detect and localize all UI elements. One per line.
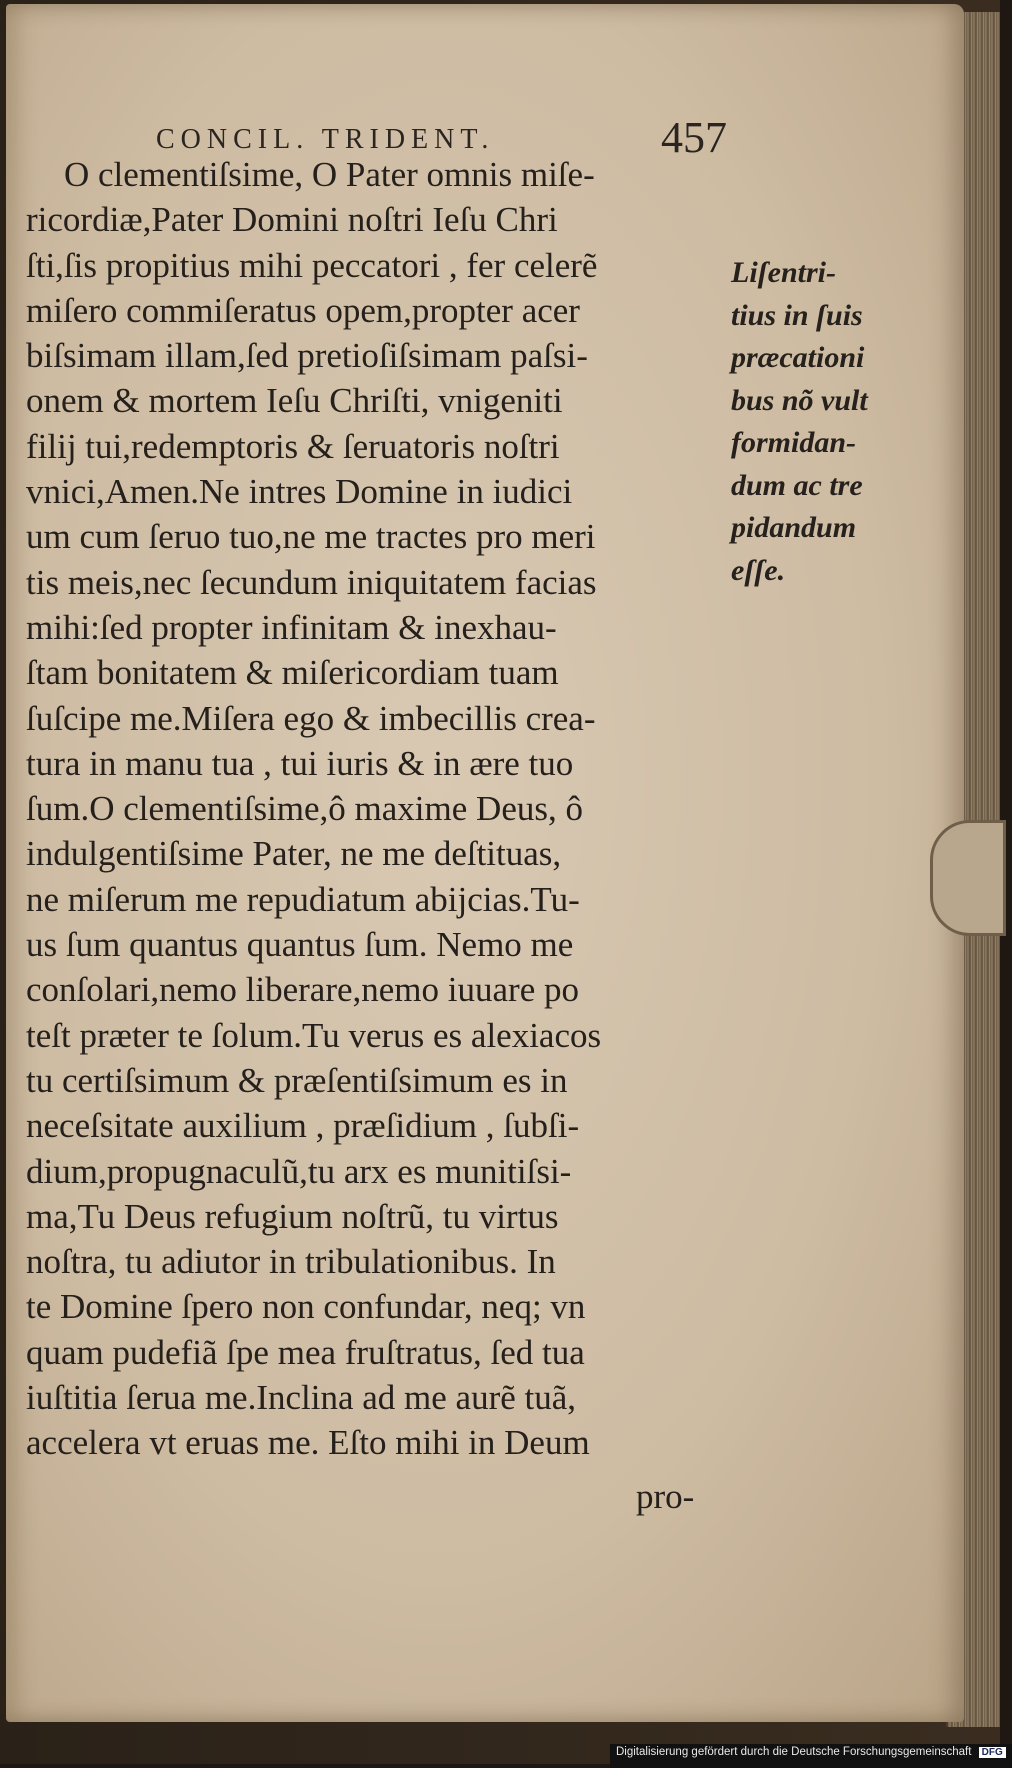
catchword: pro- xyxy=(636,1477,695,1516)
marginal-note-line: formidan- xyxy=(731,426,857,459)
credit-text: Digitalisierung gefördert durch die Deutsche Forschungsgemeinschaft xyxy=(616,1746,972,1758)
text-line: us ſum quantus quantus ſum. Nemo me xyxy=(26,925,574,965)
text-line: filij tui,redemptoris & ſeruatoris noſtri xyxy=(26,426,560,466)
text-line: ſti,ſis propitius mihi peccatori , fer celerẽ xyxy=(26,245,598,285)
folio-number: 457 xyxy=(661,113,727,162)
text-line: biſsimam illam,ſed pretioſiſsimam paſsi- xyxy=(26,336,588,376)
text-line: te Domine ſpero non confundar, neq; vn xyxy=(26,1287,586,1327)
text-line: ne miſerum me repudiatum abijcias.Tu- xyxy=(26,879,580,919)
running-head: CONCIL. TRIDENT. xyxy=(156,124,495,155)
text-line: miſero commiſeratus opem,propter acer xyxy=(26,290,580,330)
text-line: noſtra, tu adiutor in tribulationibus. In xyxy=(26,1242,556,1282)
text-line: tis meis,nec ſecundum iniquitatem facias xyxy=(26,562,597,602)
text-line: ſuſcipe me.Miſera ego & imbecillis crea- xyxy=(26,698,596,738)
text-line: ricordiæ,Pater Domini noſtri Ieſu Chri xyxy=(26,200,558,240)
digitization-credit xyxy=(610,1744,1012,1768)
dfg-logo: DFG xyxy=(979,1747,1006,1758)
marginal-note-line: pidandum xyxy=(731,511,857,544)
text-line: tura in manu tua , tui iuris & in ære tuo xyxy=(26,743,574,783)
marginal-note-line: bus nõ vult xyxy=(731,383,868,417)
marginal-note-line: dum ac tre xyxy=(731,468,863,502)
marginal-note-line: eſſe. xyxy=(731,553,786,587)
marginal-note-line: præcationi xyxy=(731,341,865,374)
text-line: ſtam bonitatem & miſericordiam tuam xyxy=(26,653,559,693)
text-line: neceſsitate auxilium , præſidium , ſubſi- xyxy=(26,1106,580,1146)
text-line: accelera vt eruas me. Eſto mihi in Deum xyxy=(26,1423,590,1463)
marginal-note-line: Liſentri- xyxy=(731,256,836,289)
text-line: O clementiſsime, O Pater omnis miſe- xyxy=(64,155,595,194)
marginal-note-line: tius in ſuis xyxy=(731,298,863,332)
text-line: dium,propugnaculũ,tu arx es munitiſsi- xyxy=(26,1151,572,1191)
text-line: ſum.O clementiſsime,ô maxime Deus, ô xyxy=(26,789,583,829)
text-line: onem & mortem Ieſu Chriſti, vnigeniti xyxy=(26,381,563,421)
text-line: tu certiſsimum & præſentiſsimum es in xyxy=(26,1060,568,1100)
marginal-note xyxy=(731,252,906,592)
text-line: conſolari,nemo liberare,nemo iuuare po xyxy=(26,970,579,1010)
text-line: iuſtitia ſerua me.Inclina ad me aurẽ tuã, xyxy=(26,1378,577,1418)
text-line: quam pudefiã ſpe mea fruſtratus, ſed tua xyxy=(26,1332,585,1372)
text-line: indulgentiſsime Pater, ne me deſtituas, xyxy=(26,834,562,874)
text-line: um cum ſeruo tuo,ne me tractes pro meri xyxy=(26,517,596,557)
text-line: teſt præter te ſolum.Tu verus es alexiacos xyxy=(26,1015,602,1055)
text-line: mihi:ſed propter infinitam & inexhau- xyxy=(26,607,557,647)
page-tab-marker xyxy=(930,820,1006,936)
text-line: vnici,Amen.Ne intres Domine in iudici xyxy=(26,472,573,512)
book-page xyxy=(6,4,964,1722)
text-line: ma,Tu Deus refugium noſtrũ, tu virtus xyxy=(26,1196,559,1236)
body-text xyxy=(26,152,731,1466)
